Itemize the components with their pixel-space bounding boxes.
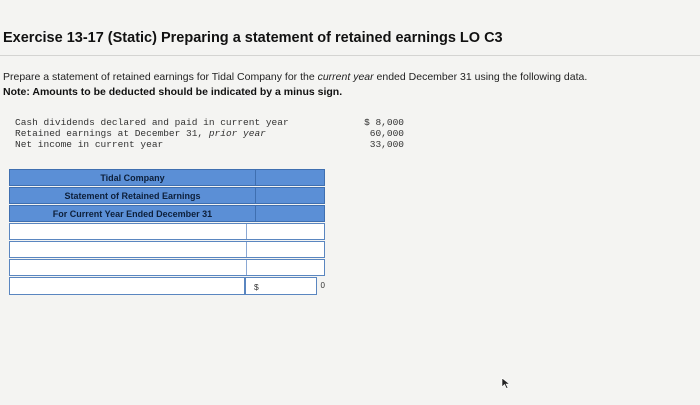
- statement-line-row: [9, 241, 325, 258]
- statement-period: For Current Year Ended December 31: [52, 208, 213, 219]
- given-data-label: Retained earnings at December 31,: [15, 128, 209, 139]
- total-amount-cell: [245, 277, 317, 295]
- given-data-row: [15, 128, 289, 139]
- page-title: Exercise 13-17 (Static) Preparing a statement of retained earnings LO C3: [3, 30, 503, 46]
- statement-line-row: [9, 259, 325, 276]
- instruction-text-post: ended December 31 using the following data.: [373, 71, 588, 83]
- statement-company: Tidal Company: [100, 172, 165, 183]
- given-data-row: [15, 139, 289, 150]
- statement-name: Statement of Retained Earnings: [64, 190, 201, 201]
- header-blank-cell: [255, 206, 324, 221]
- statement-total-row: [9, 277, 325, 295]
- given-data-label-em: prior year: [208, 128, 266, 139]
- line-label-input[interactable]: [10, 242, 247, 257]
- line-label-input[interactable]: [10, 260, 247, 275]
- retained-earnings-statement: [9, 169, 325, 295]
- total-label-input[interactable]: [9, 277, 245, 295]
- given-data-label: Cash dividends declared and paid in current year: [15, 117, 289, 128]
- statement-header-row: [9, 187, 325, 204]
- instructions: [3, 71, 587, 83]
- header-blank-cell: [255, 170, 324, 185]
- instruction-text-pre: Prepare a statement of retained earnings for Tidal Company for the: [3, 71, 318, 83]
- given-data-value: 60,000: [369, 128, 404, 139]
- total-value: 0: [320, 281, 325, 290]
- given-data-label: Net income in current year: [15, 139, 164, 150]
- statement-line-row: [9, 223, 325, 240]
- instruction-text-em: current year: [317, 71, 374, 83]
- given-data-labels: [15, 117, 289, 150]
- given-data-values: [340, 117, 404, 150]
- line-amount-input[interactable]: [247, 224, 324, 239]
- given-data-row: [15, 117, 289, 128]
- dollar-sign: $: [254, 282, 259, 292]
- line-amount-input[interactable]: [247, 242, 324, 257]
- statement-header-row: [9, 205, 325, 222]
- statement-header-row: [9, 169, 325, 186]
- given-data-value: 33,000: [369, 139, 404, 150]
- mouse-pointer-icon: [501, 377, 511, 389]
- line-label-input[interactable]: [10, 224, 247, 239]
- given-data-value: $ 8,000: [364, 117, 404, 128]
- divider: [0, 55, 700, 56]
- line-amount-input[interactable]: [247, 260, 324, 275]
- note: Note: Amounts to be deducted should be indicated by a minus sign.: [3, 86, 343, 98]
- header-blank-cell: [255, 188, 324, 203]
